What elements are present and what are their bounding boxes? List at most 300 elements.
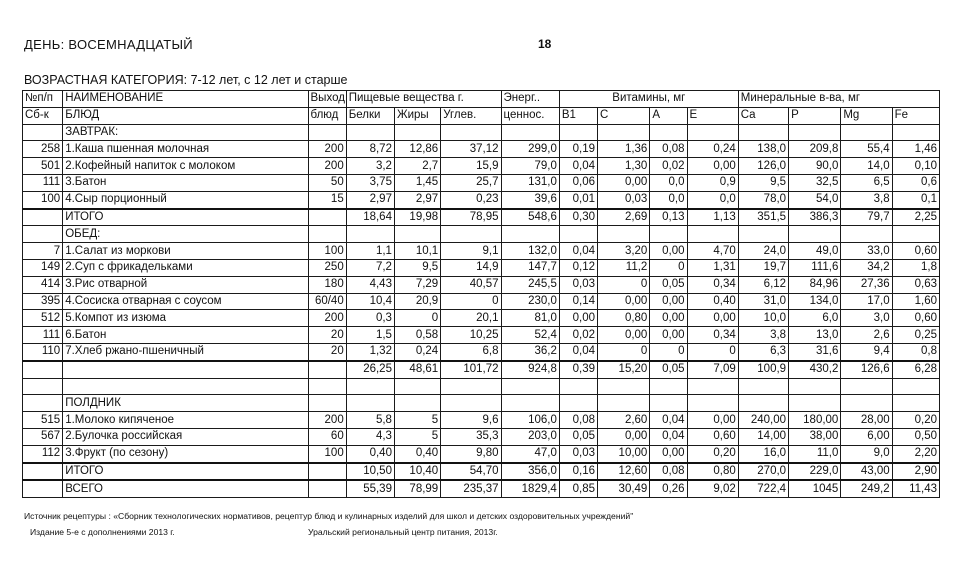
table-cell [23,395,63,412]
table-row [23,343,940,360]
table-row [23,259,940,276]
table-cell: 0,04 [559,243,597,260]
table-cell [441,395,501,412]
table-cell: 250 [308,259,346,276]
menu-table [22,90,940,498]
table-cell [441,226,501,243]
table-cell: 6,00 [841,428,892,445]
table-cell: 0,0 [687,191,738,208]
table-cell [23,226,63,243]
table-cell: 33,0 [841,243,892,260]
table-cell: 112 [23,445,63,462]
table-cell: 0,60 [687,428,738,445]
table-cell: 258 [23,141,63,158]
table-cell [394,124,440,141]
table-cell: 37,12 [441,141,501,158]
table-cell: 0,03 [598,191,650,208]
table-cell: 1,1 [346,243,394,260]
table-cell: 1,45 [394,174,440,191]
table-cell: 1,5 [346,327,394,344]
table-cell: 6,3 [738,343,788,360]
header-cell: E [687,107,738,124]
table-cell: 126,6 [841,361,892,378]
table-cell: 111 [23,174,63,191]
table-cell: ОБЕД: [63,226,308,243]
table-cell: 9,5 [394,259,440,276]
table-cell: 270,0 [738,463,788,481]
table-row [23,293,940,310]
table-cell: 84,96 [789,276,841,293]
menu-table-body [23,124,940,498]
table-cell: 0,50 [892,428,939,445]
header-cell: БЛЮД [63,107,308,124]
table-cell: 7 [23,243,63,260]
table-cell: 2,7 [394,158,440,175]
table-cell [738,124,788,141]
table-cell: 10,40 [394,463,440,481]
table-cell: 4,3 [346,428,394,445]
table-cell: 47,0 [501,445,559,462]
table-cell: 14,9 [441,259,501,276]
table-cell: 501 [23,158,63,175]
header-cell: блюд [308,107,346,124]
table-cell: 0,14 [559,293,597,310]
table-cell: 0,20 [892,412,939,429]
table-cell: 20,9 [394,293,440,310]
grand-total-row [23,480,940,497]
table-cell: 414 [23,276,63,293]
header-cell: Mg [841,107,892,124]
table-cell: 10,4 [346,293,394,310]
table-cell: 14,0 [841,158,892,175]
table-cell: 0,8 [892,343,939,360]
table-cell: 0,04 [650,428,687,445]
table-cell: 10,0 [738,310,788,327]
table-cell: ЗАВТРАК: [63,124,308,141]
table-cell: 0,03 [559,276,597,293]
header-row-2 [23,107,940,124]
table-cell: 30,49 [598,480,650,497]
table-cell: 0,58 [394,327,440,344]
header-cell: Энерг.. [501,91,559,108]
table-cell: 48,61 [394,361,440,378]
table-cell: 0,25 [892,327,939,344]
table-cell [559,378,597,395]
header-cell: Выход [308,91,346,108]
table-cell: 0,00 [598,327,650,344]
table-cell: 52,4 [501,327,559,344]
table-cell: 3.Рис отварной [63,276,308,293]
table-row [23,428,940,445]
table-cell: 100 [308,243,346,260]
table-cell: 20 [308,343,346,360]
table-cell [559,226,597,243]
table-cell: 19,98 [394,209,440,226]
table-cell [892,378,939,395]
table-cell [308,209,346,226]
table-cell [441,378,501,395]
table-cell: 27,36 [841,276,892,293]
table-cell [789,124,841,141]
table-cell: 1.Молоко кипяченое [63,412,308,429]
table-row [23,174,940,191]
table-cell: 7,09 [687,361,738,378]
table-cell: 78,95 [441,209,501,226]
table-cell: 0,40 [394,445,440,462]
header-cell: Пищевые вещества г. [346,91,501,108]
table-cell: 0,26 [650,480,687,497]
table-cell: 0,00 [650,310,687,327]
table-cell: 79,7 [841,209,892,226]
table-cell: 6,8 [441,343,501,360]
table-cell: 11,0 [789,445,841,462]
table-cell: 131,0 [501,174,559,191]
table-cell: 147,7 [501,259,559,276]
table-cell: 110 [23,343,63,360]
table-cell: 240,00 [738,412,788,429]
table-cell: 0,16 [559,463,597,481]
table-cell: 9,02 [687,480,738,497]
table-cell [441,124,501,141]
table-cell: 0,34 [687,276,738,293]
table-cell: 229,0 [789,463,841,481]
table-cell: 351,5 [738,209,788,226]
table-cell: 0,00 [687,158,738,175]
table-cell [841,124,892,141]
table-cell: 10,50 [346,463,394,481]
table-cell: 55,4 [841,141,892,158]
table-cell: 60/40 [308,293,346,310]
table-cell: 19,7 [738,259,788,276]
table-cell [501,378,559,395]
table-row [23,327,940,344]
table-cell: 0,00 [650,243,687,260]
header-cell: C [598,107,650,124]
table-cell: 0,19 [559,141,597,158]
table-cell: 203,0 [501,428,559,445]
table-cell: 4.Сосиска отварная с соусом [63,293,308,310]
table-cell [501,226,559,243]
table-cell: 3,20 [598,243,650,260]
table-cell [346,395,394,412]
section-row [23,124,940,141]
table-cell: 0,04 [650,412,687,429]
table-cell: 12,60 [598,463,650,481]
table-cell: 3,2 [346,158,394,175]
table-cell: 0,0 [650,191,687,208]
table-cell: 90,0 [789,158,841,175]
table-cell [892,395,939,412]
table-cell: 15 [308,191,346,208]
table-cell: 9,1 [441,243,501,260]
table-cell: 0,13 [650,209,687,226]
table-cell [308,480,346,497]
table-cell: 0,30 [559,209,597,226]
table-cell: 0,02 [559,327,597,344]
table-cell: 0 [650,259,687,276]
table-cell: 149 [23,259,63,276]
header-cell: Жиры [394,107,440,124]
table-cell [650,395,687,412]
table-cell: 2,97 [394,191,440,208]
table-cell: 0,40 [346,445,394,462]
table-cell: 386,3 [789,209,841,226]
table-cell: 0,40 [687,293,738,310]
table-cell: 1,30 [598,158,650,175]
table-cell: 78,99 [394,480,440,497]
table-cell: 7.Хлеб ржано-пшеничный [63,343,308,360]
table-cell: 18,64 [346,209,394,226]
table-cell: 13,0 [789,327,841,344]
table-cell: 2,20 [892,445,939,462]
table-cell: 138,0 [738,141,788,158]
table-cell [789,378,841,395]
table-cell: 28,00 [841,412,892,429]
table-cell: 12,86 [394,141,440,158]
total-row [23,209,940,226]
table-cell [308,226,346,243]
table-cell: 15,9 [441,158,501,175]
table-cell [394,378,440,395]
table-cell: 299,0 [501,141,559,158]
table-cell: 1.Каша пшенная молочная [63,141,308,158]
table-cell [346,226,394,243]
table-cell [598,395,650,412]
table-cell: 40,57 [441,276,501,293]
table-cell: 0,08 [650,141,687,158]
table-cell: 111 [23,327,63,344]
table-cell: 1,13 [687,209,738,226]
table-cell: 430,2 [789,361,841,378]
table-cell [559,395,597,412]
table-cell: 0,06 [559,174,597,191]
table-row [23,310,940,327]
table-cell [650,378,687,395]
table-cell: 101,72 [441,361,501,378]
table-cell [394,395,440,412]
publisher-note: Уральский региональный центр питания, 2013г. [308,527,498,537]
header-cell: НАИМЕНОВАНИЕ [63,91,308,108]
table-cell: 209,8 [789,141,841,158]
table-cell: 14,00 [738,428,788,445]
table-cell: 1,8 [892,259,939,276]
table-cell: 2,69 [598,209,650,226]
table-cell: 5,8 [346,412,394,429]
table-cell: 235,37 [441,480,501,497]
table-cell: 0,3 [346,310,394,327]
table-cell: 60 [308,428,346,445]
table-cell: 200 [308,141,346,158]
table-cell: 10,1 [394,243,440,260]
table-cell: 0,60 [892,243,939,260]
table-cell: 180 [308,276,346,293]
table-cell: 1,60 [892,293,939,310]
header-row-1 [23,91,940,108]
table-cell: 81,0 [501,310,559,327]
table-cell: 0,85 [559,480,597,497]
table-cell: 132,0 [501,243,559,260]
table-cell [501,124,559,141]
table-cell: 0,23 [441,191,501,208]
table-cell: 3.Фрукт (по сезону) [63,445,308,462]
table-cell: 100 [23,191,63,208]
table-cell [738,395,788,412]
table-cell: 0,03 [559,445,597,462]
table-cell: 0,80 [598,310,650,327]
table-cell [308,361,346,378]
table-cell: 4,43 [346,276,394,293]
table-cell: 2.Кофейный напиток с молоком [63,158,308,175]
table-cell: 0,00 [650,445,687,462]
table-cell: 0,0 [650,174,687,191]
table-cell: 0,63 [892,276,939,293]
table-cell: 5 [394,412,440,429]
table-cell: 3,75 [346,174,394,191]
header-cell: Ca [738,107,788,124]
table-cell: ИТОГО [63,463,308,481]
table-cell: 3.Батон [63,174,308,191]
table-cell: ПОЛДНИК [63,395,308,412]
table-cell: 0,04 [559,343,597,360]
table-cell: 512 [23,310,63,327]
table-cell: 17,0 [841,293,892,310]
table-cell: 548,6 [501,209,559,226]
table-cell [738,378,788,395]
table-cell [650,124,687,141]
table-cell: 4,70 [687,243,738,260]
table-cell: 15,20 [598,361,650,378]
table-cell: 0,00 [687,310,738,327]
table-cell [789,226,841,243]
table-cell [63,378,308,395]
table-cell [308,124,346,141]
table-cell: 54,70 [441,463,501,481]
table-cell: 0,00 [598,293,650,310]
total-row [23,361,940,378]
table-cell: 1,36 [598,141,650,158]
table-cell: 100 [308,445,346,462]
table-cell: 7,2 [346,259,394,276]
table-cell [23,463,63,481]
table-cell: 50 [308,174,346,191]
table-cell: 31,6 [789,343,841,360]
table-cell [687,378,738,395]
table-cell: 0,12 [559,259,597,276]
table-cell: 11,2 [598,259,650,276]
table-cell [892,124,939,141]
table-cell: 1,46 [892,141,939,158]
table-cell: 0,00 [598,174,650,191]
table-cell [346,124,394,141]
table-cell: 0,80 [687,463,738,481]
table-cell: 0,00 [559,310,597,327]
table-cell: 0 [394,310,440,327]
table-cell: 26,25 [346,361,394,378]
table-cell: 0,39 [559,361,597,378]
table-cell: 6,28 [892,361,939,378]
table-cell: 1,31 [687,259,738,276]
table-cell [687,226,738,243]
header-cell: Минеральные в-ва, мг [738,91,939,108]
table-cell: 0,20 [687,445,738,462]
table-row [23,191,940,208]
table-row [23,412,940,429]
total-row [23,463,940,481]
table-cell: 43,00 [841,463,892,481]
table-cell [598,226,650,243]
table-cell: 200 [308,158,346,175]
table-cell: 54,0 [789,191,841,208]
table-cell [841,226,892,243]
table-cell: 126,0 [738,158,788,175]
table-cell [892,226,939,243]
table-cell: 25,7 [441,174,501,191]
page-number: 18 [538,37,552,51]
table-cell [308,378,346,395]
table-cell [308,395,346,412]
table-cell [559,124,597,141]
table-cell: 32,5 [789,174,841,191]
table-cell: 0,9 [687,174,738,191]
table-cell: 24,0 [738,243,788,260]
table-cell: 567 [23,428,63,445]
header-cell: Витамины, мг [559,91,738,108]
table-cell: 8,72 [346,141,394,158]
table-cell: 0,01 [559,191,597,208]
table-cell [394,226,440,243]
header-cell: P [789,107,841,124]
table-row [23,276,940,293]
table-cell: 9,80 [441,445,501,462]
table-cell: 6,12 [738,276,788,293]
table-cell: 0,00 [598,428,650,445]
table-row [23,141,940,158]
table-cell: 0,08 [559,412,597,429]
table-row [23,445,940,462]
table-cell: 2.Суп с фрикадельками [63,259,308,276]
table-cell: 0,34 [687,327,738,344]
table-cell: 2,90 [892,463,939,481]
table-cell: 9,0 [841,445,892,462]
table-cell [23,209,63,226]
table-cell: 5 [394,428,440,445]
day-heading: ДЕНЬ: ВОСЕМНАДЦАТЫЙ [24,37,193,52]
table-cell: 200 [308,412,346,429]
table-cell: 0 [598,276,650,293]
age-category: ВОЗРАСТНАЯ КАТЕГОРИЯ: 7-12 лет, с 12 лет и старше [24,73,348,87]
table-cell: 36,2 [501,343,559,360]
table-cell: 3,8 [841,191,892,208]
table-cell: 0,05 [559,428,597,445]
table-cell: 395 [23,293,63,310]
table-cell [738,226,788,243]
table-cell: 106,0 [501,412,559,429]
header-cell: №п/п [23,91,63,108]
table-cell: 0,04 [559,158,597,175]
table-cell [841,395,892,412]
table-cell: 356,0 [501,463,559,481]
table-cell: 49,0 [789,243,841,260]
table-cell: 5.Компот из изюма [63,310,308,327]
table-cell [687,395,738,412]
table-cell: 0,08 [650,463,687,481]
table-cell: ВСЕГО [63,480,308,497]
table-cell: 6,0 [789,310,841,327]
table-cell: 0 [687,343,738,360]
table-cell: 11,43 [892,480,939,497]
table-cell: 0,24 [394,343,440,360]
table-cell: 0,60 [892,310,939,327]
